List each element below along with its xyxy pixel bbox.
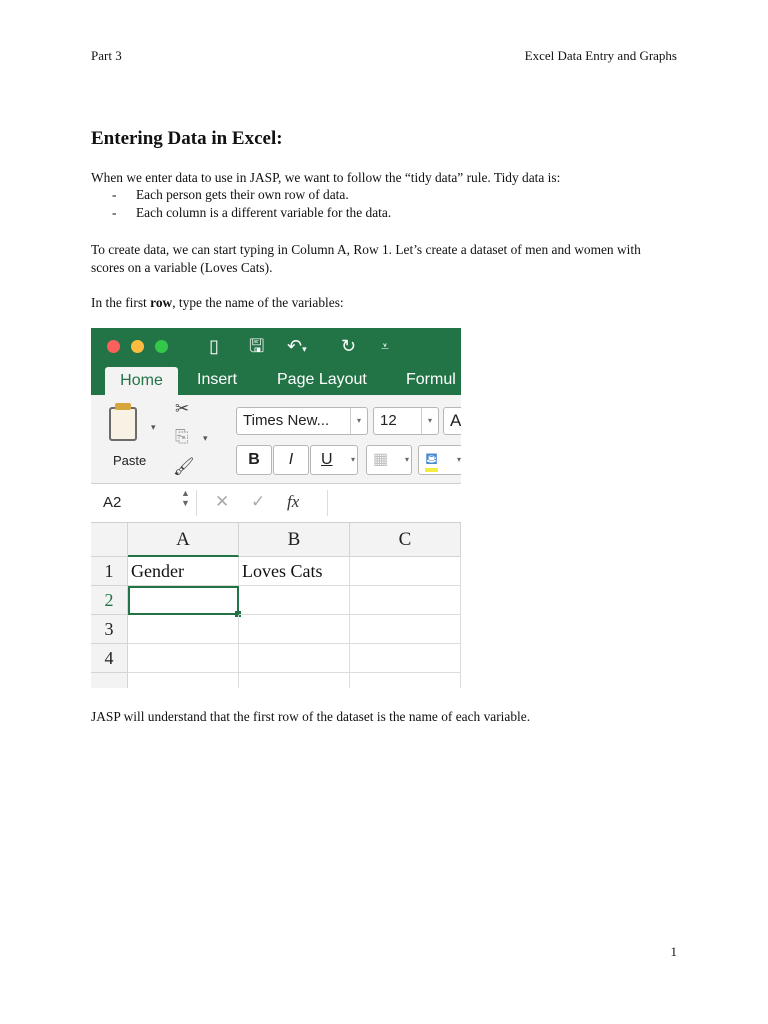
cell-c4[interactable]	[350, 644, 461, 673]
page-number: 1	[670, 944, 677, 959]
undo-icon[interactable]: ↶▾	[287, 336, 307, 356]
tab-formulas[interactable]: Formul	[406, 371, 456, 388]
bold-button[interactable]: B	[236, 445, 272, 475]
ribbon-tabs	[91, 365, 461, 395]
name-box-stepper-icon[interactable]: ▲ ▼	[181, 488, 190, 508]
formula-bar	[91, 484, 461, 523]
zoom-window-button[interactable]	[155, 340, 168, 353]
underline-label: U	[321, 451, 333, 468]
cell-a1[interactable]: Gender	[128, 557, 239, 586]
cell-b5[interactable]	[239, 673, 350, 688]
format-painter-icon[interactable]: 🖌	[173, 457, 195, 476]
instruction-paragraph: To create data, we can start typing in Column A, Row 1. Let’s create a dataset of men and women with scores on a variable (Loves Cats).	[91, 242, 641, 275]
column-header-a[interactable]: A	[128, 523, 239, 557]
borders-icon: ▦	[373, 451, 389, 468]
row-instruction-bold: row	[150, 295, 173, 310]
header-left: Part 3	[91, 48, 122, 63]
cell-c5[interactable]	[350, 673, 461, 688]
borders-button[interactable]	[366, 445, 412, 475]
italic-button[interactable]: I	[273, 445, 309, 475]
tab-page-layout[interactable]: Page Layout	[277, 371, 367, 388]
name-box[interactable]: A2	[93, 490, 197, 516]
font-name-value: Times New...	[243, 412, 330, 429]
row-header-2[interactable]: 2	[91, 586, 128, 615]
cell-a5[interactable]	[128, 673, 239, 688]
bullet-marker: -	[112, 187, 117, 202]
closing-paragraph: JASP will understand that the first row of the dataset is the name of each variable.	[91, 709, 531, 724]
customize-toolbar-icon[interactable]: ⩡	[381, 338, 389, 354]
font-size-select[interactable]	[373, 407, 439, 435]
chevron-down-icon: ▾	[404, 455, 409, 464]
close-window-button[interactable]	[107, 340, 120, 353]
cell-a4[interactable]	[128, 644, 239, 673]
copy-dropdown-icon[interactable]: ▾	[203, 433, 208, 443]
chevron-down-icon: ▾	[350, 408, 367, 434]
row-header-5[interactable]	[91, 673, 128, 688]
formula-input[interactable]	[327, 490, 461, 516]
clipboard-clip-icon	[115, 403, 131, 410]
chevron-down-icon: ▾	[456, 455, 461, 464]
cell-a2-selected[interactable]	[128, 586, 239, 615]
cell-a3[interactable]	[128, 615, 239, 644]
increase-font-button[interactable]: A	[443, 407, 461, 435]
copy-icon[interactable]: ⎘	[175, 427, 189, 446]
column-header-c[interactable]: C	[350, 523, 461, 557]
row-instruction-after: , type the name of the variables:	[172, 295, 344, 310]
font-size-value: 12	[380, 412, 397, 429]
page-title: Entering Data in Excel:	[91, 128, 283, 149]
fill-color-button[interactable]	[418, 445, 461, 475]
cell-c1[interactable]	[350, 557, 461, 586]
sidebar-toggle-icon[interactable]: ▯	[209, 336, 219, 356]
cancel-icon[interactable]: ✕	[215, 492, 230, 511]
row-header-3[interactable]: 3	[91, 615, 128, 644]
cell-b1[interactable]: Loves Cats	[239, 557, 350, 586]
save-icon[interactable]: 🖫	[249, 336, 265, 356]
cell-b2[interactable]	[239, 586, 350, 615]
excel-titlebar	[91, 328, 461, 365]
cut-icon[interactable]: ✂	[175, 399, 190, 418]
chevron-down-icon: ▾	[350, 455, 355, 464]
paste-icon[interactable]	[109, 407, 137, 441]
bullet-marker: -	[112, 205, 117, 220]
row-header-1[interactable]: 1	[91, 557, 128, 586]
cell-c2[interactable]	[350, 586, 461, 615]
row-instruction-before: In the first	[91, 295, 151, 310]
chevron-down-icon: ▾	[421, 408, 438, 434]
paste-dropdown-icon[interactable]: ▾	[151, 422, 156, 432]
fill-bucket-icon: ⛾	[425, 451, 438, 472]
insert-function-icon[interactable]: fx	[287, 492, 300, 511]
font-name-select[interactable]	[236, 407, 368, 435]
paste-label[interactable]: Paste	[113, 453, 147, 468]
select-all-corner[interactable]	[91, 523, 128, 557]
spreadsheet-grid	[91, 523, 461, 688]
tab-insert[interactable]: Insert	[197, 371, 238, 388]
minimize-window-button[interactable]	[131, 340, 144, 353]
cell-b3[interactable]	[239, 615, 350, 644]
tab-home[interactable]: Home	[105, 367, 178, 395]
cell-b4[interactable]	[239, 644, 350, 673]
bullet-item: Each person gets their own row of data.	[136, 187, 349, 202]
cell-c3[interactable]	[350, 615, 461, 644]
underline-button[interactable]	[310, 445, 358, 475]
redo-icon[interactable]: ↻	[341, 336, 357, 356]
row-header-4[interactable]: 4	[91, 644, 128, 673]
excel-screenshot	[91, 328, 461, 688]
enter-icon[interactable]: ✓	[251, 492, 266, 511]
column-header-b[interactable]: B	[239, 523, 350, 557]
header-right: Excel Data Entry and Graphs	[524, 48, 677, 63]
intro-paragraph: When we enter data to use in JASP, we want to follow the “tidy data” rule. Tidy data is:	[91, 170, 561, 185]
bullet-item: Each column is a different variable for the data.	[136, 205, 392, 220]
row-instruction	[91, 294, 681, 312]
